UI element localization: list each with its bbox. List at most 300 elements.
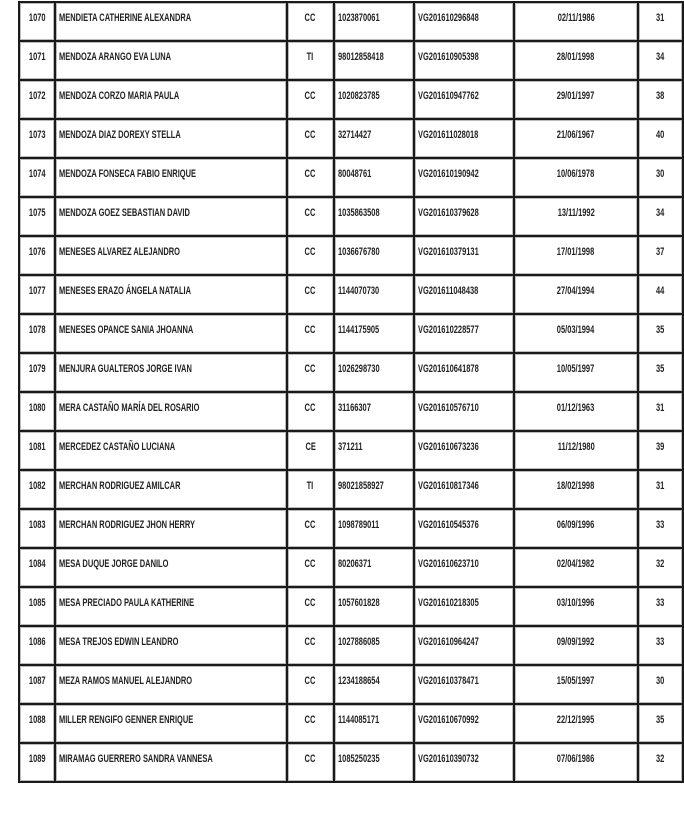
row-number: 1078 xyxy=(28,324,46,336)
full-name: MENESES OPANCE SANIA JHOANNA xyxy=(59,324,194,336)
age: 32 xyxy=(656,753,665,765)
row-number: 1075 xyxy=(28,207,46,219)
age-cell xyxy=(638,41,683,80)
full-name: MERCHAN RODRIGUEZ JHON HERRY xyxy=(59,519,196,531)
age-cell xyxy=(638,236,683,275)
age-cell xyxy=(638,743,683,782)
age-cell xyxy=(638,431,683,470)
document-number-cell xyxy=(334,353,414,392)
document-type-cell xyxy=(287,548,334,587)
age: 35 xyxy=(656,324,665,336)
age-cell xyxy=(638,275,683,314)
document-type: CC xyxy=(304,402,316,414)
row-number-cell xyxy=(19,587,55,626)
full-name-cell xyxy=(55,80,286,119)
record-code: VG201610545376 xyxy=(417,519,479,531)
document-number-cell xyxy=(334,119,414,158)
document-number-cell xyxy=(334,587,414,626)
document-type: CC xyxy=(304,12,316,24)
document-type: TI xyxy=(306,51,314,63)
document-type-cell xyxy=(287,470,334,509)
table-row xyxy=(19,665,683,704)
document-number: 371211 xyxy=(338,441,363,453)
row-number: 1088 xyxy=(28,714,46,726)
age: 30 xyxy=(656,168,665,180)
full-name: MERA CASTAÑO MARÍA DEL ROSARIO xyxy=(59,402,200,414)
document-number-cell xyxy=(334,704,414,743)
document-type-cell xyxy=(287,704,334,743)
document-number-cell xyxy=(334,743,414,782)
document-type: CC xyxy=(304,714,316,726)
document-number: 1023870061 xyxy=(338,12,380,24)
document-type: CC xyxy=(304,636,316,648)
row-number-cell xyxy=(19,158,55,197)
document-type: CC xyxy=(304,558,316,570)
full-name: MENDOZA FONSECA FABIO ENRIQUE xyxy=(59,168,197,180)
age-cell xyxy=(638,704,683,743)
birth-date: 29/01/1997 xyxy=(557,90,595,102)
row-number: 1072 xyxy=(28,90,46,102)
birth-date: 22/12/1995 xyxy=(557,714,595,726)
row-number-cell xyxy=(19,665,55,704)
record-code: VG201610623710 xyxy=(417,558,479,570)
age-cell xyxy=(638,314,683,353)
age: 33 xyxy=(656,597,665,609)
record-code: VG201610905398 xyxy=(417,51,479,63)
document-number: 31166307 xyxy=(338,402,371,414)
age-cell xyxy=(638,119,683,158)
table-row xyxy=(19,548,683,587)
birth-date: 10/05/1997 xyxy=(557,363,595,375)
birth-date-cell xyxy=(514,275,638,314)
full-name-cell xyxy=(55,626,286,665)
full-name: MENESES ERAZO ÁNGELA NATALIA xyxy=(59,285,192,297)
document-number-cell xyxy=(334,275,414,314)
full-name: MENJURA GUALTEROS JORGE IVAN xyxy=(59,363,193,375)
document-type-cell xyxy=(287,2,334,41)
full-name: MILLER RENGIFO GENNER ENRIQUE xyxy=(59,714,194,726)
row-number: 1087 xyxy=(28,675,46,687)
full-name: MESA TREJOS EDWIN LEANDRO xyxy=(59,636,179,648)
birth-date-cell xyxy=(514,587,638,626)
record-code-cell xyxy=(414,119,514,158)
full-name-cell xyxy=(55,2,286,41)
row-number: 1086 xyxy=(28,636,46,648)
birth-date-cell xyxy=(514,743,638,782)
record-code: VG201610190942 xyxy=(417,168,479,180)
document-type: CC xyxy=(304,129,316,141)
row-number: 1084 xyxy=(28,558,46,570)
full-name-cell xyxy=(55,236,286,275)
document-type-cell xyxy=(287,41,334,80)
birth-date: 07/06/1986 xyxy=(557,753,595,765)
document-number: 1085250235 xyxy=(338,753,380,765)
record-code: VG201610641878 xyxy=(417,363,479,375)
full-name-cell xyxy=(55,392,286,431)
row-number: 1074 xyxy=(28,168,46,180)
document-type-cell xyxy=(287,392,334,431)
table-row xyxy=(19,197,683,236)
age-cell xyxy=(638,353,683,392)
full-name: MESA DUQUE JORGE DANILO xyxy=(59,558,169,570)
age-cell xyxy=(638,470,683,509)
document-type-cell xyxy=(287,626,334,665)
full-name: MENDOZA ARANGO EVA LUNA xyxy=(59,51,172,63)
row-number-cell xyxy=(19,197,55,236)
document-number: 1144070730 xyxy=(338,285,380,297)
document-number: 1057601828 xyxy=(338,597,380,609)
record-code-cell xyxy=(414,392,514,431)
document-type-cell xyxy=(287,509,334,548)
document-type-cell xyxy=(287,80,334,119)
document-type: CC xyxy=(304,363,316,375)
full-name-cell xyxy=(55,587,286,626)
age: 35 xyxy=(656,363,665,375)
age: 32 xyxy=(656,558,665,570)
record-code: VG201610390732 xyxy=(417,753,479,765)
full-name-cell xyxy=(55,41,286,80)
age-cell xyxy=(638,548,683,587)
row-number: 1076 xyxy=(28,246,46,258)
birth-date: 03/10/1996 xyxy=(557,597,595,609)
birth-date: 13/11/1992 xyxy=(557,207,595,219)
document-type: CC xyxy=(304,753,316,765)
record-code-cell xyxy=(414,197,514,236)
birth-date: 11/12/1980 xyxy=(557,441,595,453)
full-name: MESA PRECIADO PAULA KATHERINE xyxy=(59,597,195,609)
document-number-cell xyxy=(334,2,414,41)
full-name-cell xyxy=(55,704,286,743)
age: 31 xyxy=(656,402,665,414)
document-type-cell xyxy=(287,275,334,314)
record-code: VG201610670992 xyxy=(417,714,479,726)
full-name: MENDOZA CORZO MARIA PAULA xyxy=(59,90,180,102)
record-code: VG201611028018 xyxy=(417,129,479,141)
birth-date-cell xyxy=(514,509,638,548)
document-number-cell xyxy=(334,80,414,119)
full-name: MIRAMAG GUERRERO SANDRA VANNESA xyxy=(59,753,214,765)
document-type: CC xyxy=(304,519,316,531)
document-type-cell xyxy=(287,665,334,704)
birth-date-cell xyxy=(514,119,638,158)
document-type-cell xyxy=(287,236,334,275)
table-row xyxy=(19,353,683,392)
document-number: 1234188654 xyxy=(338,675,380,687)
table-row xyxy=(19,314,683,353)
age: 31 xyxy=(656,480,665,492)
record-code-cell xyxy=(414,41,514,80)
birth-date-cell xyxy=(514,80,638,119)
document-number: 1020823785 xyxy=(338,90,380,102)
document-number: 1035863508 xyxy=(338,207,380,219)
table-row xyxy=(19,41,683,80)
document-type: CE xyxy=(305,441,316,453)
record-code: VG201610378471 xyxy=(417,675,479,687)
table-row xyxy=(19,119,683,158)
document-number-cell xyxy=(334,626,414,665)
document-number: 1027886085 xyxy=(338,636,380,648)
document-number-cell xyxy=(334,197,414,236)
age: 37 xyxy=(656,246,665,258)
table-row xyxy=(19,158,683,197)
row-number-cell xyxy=(19,41,55,80)
table-row xyxy=(19,587,683,626)
record-code: VG201610673236 xyxy=(417,441,479,453)
document-number: 1026298730 xyxy=(338,363,380,375)
document-number: 80206371 xyxy=(338,558,372,570)
birth-date-cell xyxy=(514,158,638,197)
age: 39 xyxy=(656,441,665,453)
document-number-cell xyxy=(334,431,414,470)
record-code: VG201610218305 xyxy=(417,597,479,609)
age: 38 xyxy=(656,90,665,102)
row-number-cell xyxy=(19,431,55,470)
row-number: 1079 xyxy=(28,363,46,375)
birth-date-cell xyxy=(514,470,638,509)
birth-date-cell xyxy=(514,41,638,80)
row-number-cell xyxy=(19,80,55,119)
full-name-cell xyxy=(55,470,286,509)
table-row xyxy=(19,626,683,665)
table-row xyxy=(19,236,683,275)
record-code-cell xyxy=(414,314,514,353)
record-code-cell xyxy=(414,158,514,197)
record-code-cell xyxy=(414,236,514,275)
row-number-cell xyxy=(19,236,55,275)
document-number: 1144085171 xyxy=(338,714,380,726)
birth-date: 02/11/1986 xyxy=(557,12,595,24)
table-row xyxy=(19,470,683,509)
birth-date-cell xyxy=(514,314,638,353)
document-type: CC xyxy=(304,246,316,258)
record-code-cell xyxy=(414,587,514,626)
document-number: 98021858927 xyxy=(338,480,384,492)
full-name: MERCHAN RODRIGUEZ AMILCAR xyxy=(59,480,181,492)
birth-date: 10/06/1978 xyxy=(557,168,595,180)
row-number: 1080 xyxy=(28,402,46,414)
table-row xyxy=(19,509,683,548)
document-number-cell xyxy=(334,392,414,431)
row-number-cell xyxy=(19,509,55,548)
table-row xyxy=(19,275,683,314)
row-number-cell xyxy=(19,119,55,158)
document-type: CC xyxy=(304,324,316,336)
record-code-cell xyxy=(414,80,514,119)
document-number-cell xyxy=(334,314,414,353)
birth-date: 21/06/1967 xyxy=(557,129,595,141)
table-row xyxy=(19,80,683,119)
record-code: VG201610379628 xyxy=(417,207,479,219)
record-code-cell xyxy=(414,626,514,665)
birth-date-cell xyxy=(514,548,638,587)
document-type-cell xyxy=(287,158,334,197)
document-type: CC xyxy=(304,675,316,687)
age: 40 xyxy=(656,129,665,141)
full-name-cell xyxy=(55,197,286,236)
row-number: 1082 xyxy=(28,480,46,492)
age: 33 xyxy=(656,519,665,531)
full-name-cell xyxy=(55,548,286,587)
age-cell xyxy=(638,80,683,119)
document-type-cell xyxy=(287,431,334,470)
document-number: 32714427 xyxy=(338,129,372,141)
birth-date-cell xyxy=(514,431,638,470)
row-number: 1081 xyxy=(28,441,46,453)
row-number-cell xyxy=(19,314,55,353)
document-type: CC xyxy=(304,207,316,219)
row-number-cell xyxy=(19,743,55,782)
table-row xyxy=(19,743,683,782)
row-number-cell xyxy=(19,275,55,314)
age: 44 xyxy=(656,285,665,297)
document-number-cell xyxy=(334,236,414,275)
document-type-cell xyxy=(287,197,334,236)
row-number-cell xyxy=(19,626,55,665)
age-cell xyxy=(638,158,683,197)
age: 33 xyxy=(656,636,665,648)
document-type-cell xyxy=(287,743,334,782)
record-code-cell xyxy=(414,509,514,548)
table-row xyxy=(19,704,683,743)
age: 31 xyxy=(656,12,665,24)
birth-date-cell xyxy=(514,704,638,743)
birth-date-cell xyxy=(514,353,638,392)
document-number: 1036676780 xyxy=(338,246,380,258)
birth-date: 17/01/1998 xyxy=(557,246,595,258)
birth-date: 05/03/1994 xyxy=(557,324,595,336)
full-name-cell xyxy=(55,665,286,704)
birth-date-cell xyxy=(514,236,638,275)
full-name: MENDOZA DIAZ DOREXY STELLA xyxy=(59,129,182,141)
document-number-cell xyxy=(334,41,414,80)
full-name-cell xyxy=(55,509,286,548)
age-cell xyxy=(638,197,683,236)
age: 34 xyxy=(656,51,665,63)
birth-date: 28/01/1998 xyxy=(557,51,595,63)
row-number-cell xyxy=(19,548,55,587)
record-code: VG201610576710 xyxy=(417,402,479,414)
document-number-cell xyxy=(334,665,414,704)
birth-date-cell xyxy=(514,665,638,704)
full-name: MENESES ALVAREZ ALEJANDRO xyxy=(59,246,181,258)
full-name-cell xyxy=(55,275,286,314)
document-number: 1144175905 xyxy=(338,324,380,336)
record-code-cell xyxy=(414,548,514,587)
row-number: 1071 xyxy=(28,51,46,63)
record-code: VG201610296848 xyxy=(417,12,479,24)
row-number-cell xyxy=(19,704,55,743)
full-name: MERCEDEZ CASTAÑO LUCIANA xyxy=(59,441,176,453)
row-number-cell xyxy=(19,2,55,41)
record-code-cell xyxy=(414,665,514,704)
row-number-cell xyxy=(19,392,55,431)
record-code: VG201611048438 xyxy=(417,285,479,297)
document-number-cell xyxy=(334,509,414,548)
table-row xyxy=(19,431,683,470)
full-name: MENDOZA GOEZ SEBASTIAN DAVID xyxy=(59,207,191,219)
age-cell xyxy=(638,665,683,704)
age-cell xyxy=(638,587,683,626)
row-number-cell xyxy=(19,470,55,509)
full-name-cell xyxy=(55,119,286,158)
full-name-cell xyxy=(55,431,286,470)
record-code: VG201610817346 xyxy=(417,480,479,492)
document-number-cell xyxy=(334,548,414,587)
full-name: MEZA RAMOS MANUEL ALEJANDRO xyxy=(59,675,193,687)
table-row xyxy=(19,2,683,41)
row-number: 1085 xyxy=(28,597,46,609)
birth-date: 06/09/1996 xyxy=(557,519,595,531)
full-name: MENDIETA CATHERINE ALEXANDRA xyxy=(59,12,192,24)
record-code-cell xyxy=(414,470,514,509)
document-type-cell xyxy=(287,314,334,353)
document-type-cell xyxy=(287,119,334,158)
document-number-cell xyxy=(334,158,414,197)
birth-date: 09/09/1992 xyxy=(557,636,595,648)
row-number: 1070 xyxy=(28,12,46,24)
record-code: VG201610379131 xyxy=(417,246,479,258)
full-name-cell xyxy=(55,158,286,197)
record-code-cell xyxy=(414,2,514,41)
document-type: TI xyxy=(306,480,314,492)
record-code-cell xyxy=(414,275,514,314)
document-type-cell xyxy=(287,587,334,626)
birth-date: 15/05/1997 xyxy=(557,675,595,687)
record-code: VG201610947762 xyxy=(417,90,479,102)
age: 35 xyxy=(656,714,665,726)
record-code-cell xyxy=(414,353,514,392)
record-code-cell xyxy=(414,704,514,743)
birth-date: 02/04/1982 xyxy=(557,558,595,570)
age-cell xyxy=(638,509,683,548)
row-number: 1083 xyxy=(28,519,46,531)
age-cell xyxy=(638,392,683,431)
age: 34 xyxy=(656,207,665,219)
document-number: 98012858418 xyxy=(338,51,384,63)
document-type: CC xyxy=(304,168,316,180)
birth-date-cell xyxy=(514,2,638,41)
age-cell xyxy=(638,626,683,665)
birth-date-cell xyxy=(514,392,638,431)
record-code: VG201610228577 xyxy=(417,324,479,336)
row-number: 1077 xyxy=(28,285,46,297)
full-name-cell xyxy=(55,743,286,782)
document-type-cell xyxy=(287,353,334,392)
birth-date: 27/04/1994 xyxy=(557,285,595,297)
document-type: CC xyxy=(304,90,316,102)
record-code: VG201610964247 xyxy=(417,636,479,648)
full-name-cell xyxy=(55,314,286,353)
birth-date-cell xyxy=(514,197,638,236)
records-table xyxy=(18,1,684,783)
document-type: CC xyxy=(304,285,316,297)
record-code-cell xyxy=(414,431,514,470)
age: 30 xyxy=(656,675,665,687)
row-number-cell xyxy=(19,353,55,392)
table-row xyxy=(19,392,683,431)
birth-date: 01/12/1963 xyxy=(557,402,595,414)
full-name-cell xyxy=(55,353,286,392)
document-number: 1098789011 xyxy=(338,519,380,531)
document-number: 80048761 xyxy=(338,168,372,180)
document-number-cell xyxy=(334,470,414,509)
birth-date: 18/02/1998 xyxy=(557,480,595,492)
row-number: 1073 xyxy=(28,129,46,141)
document-type: CC xyxy=(304,597,316,609)
age-cell xyxy=(638,2,683,41)
record-code-cell xyxy=(414,743,514,782)
birth-date-cell xyxy=(514,626,638,665)
